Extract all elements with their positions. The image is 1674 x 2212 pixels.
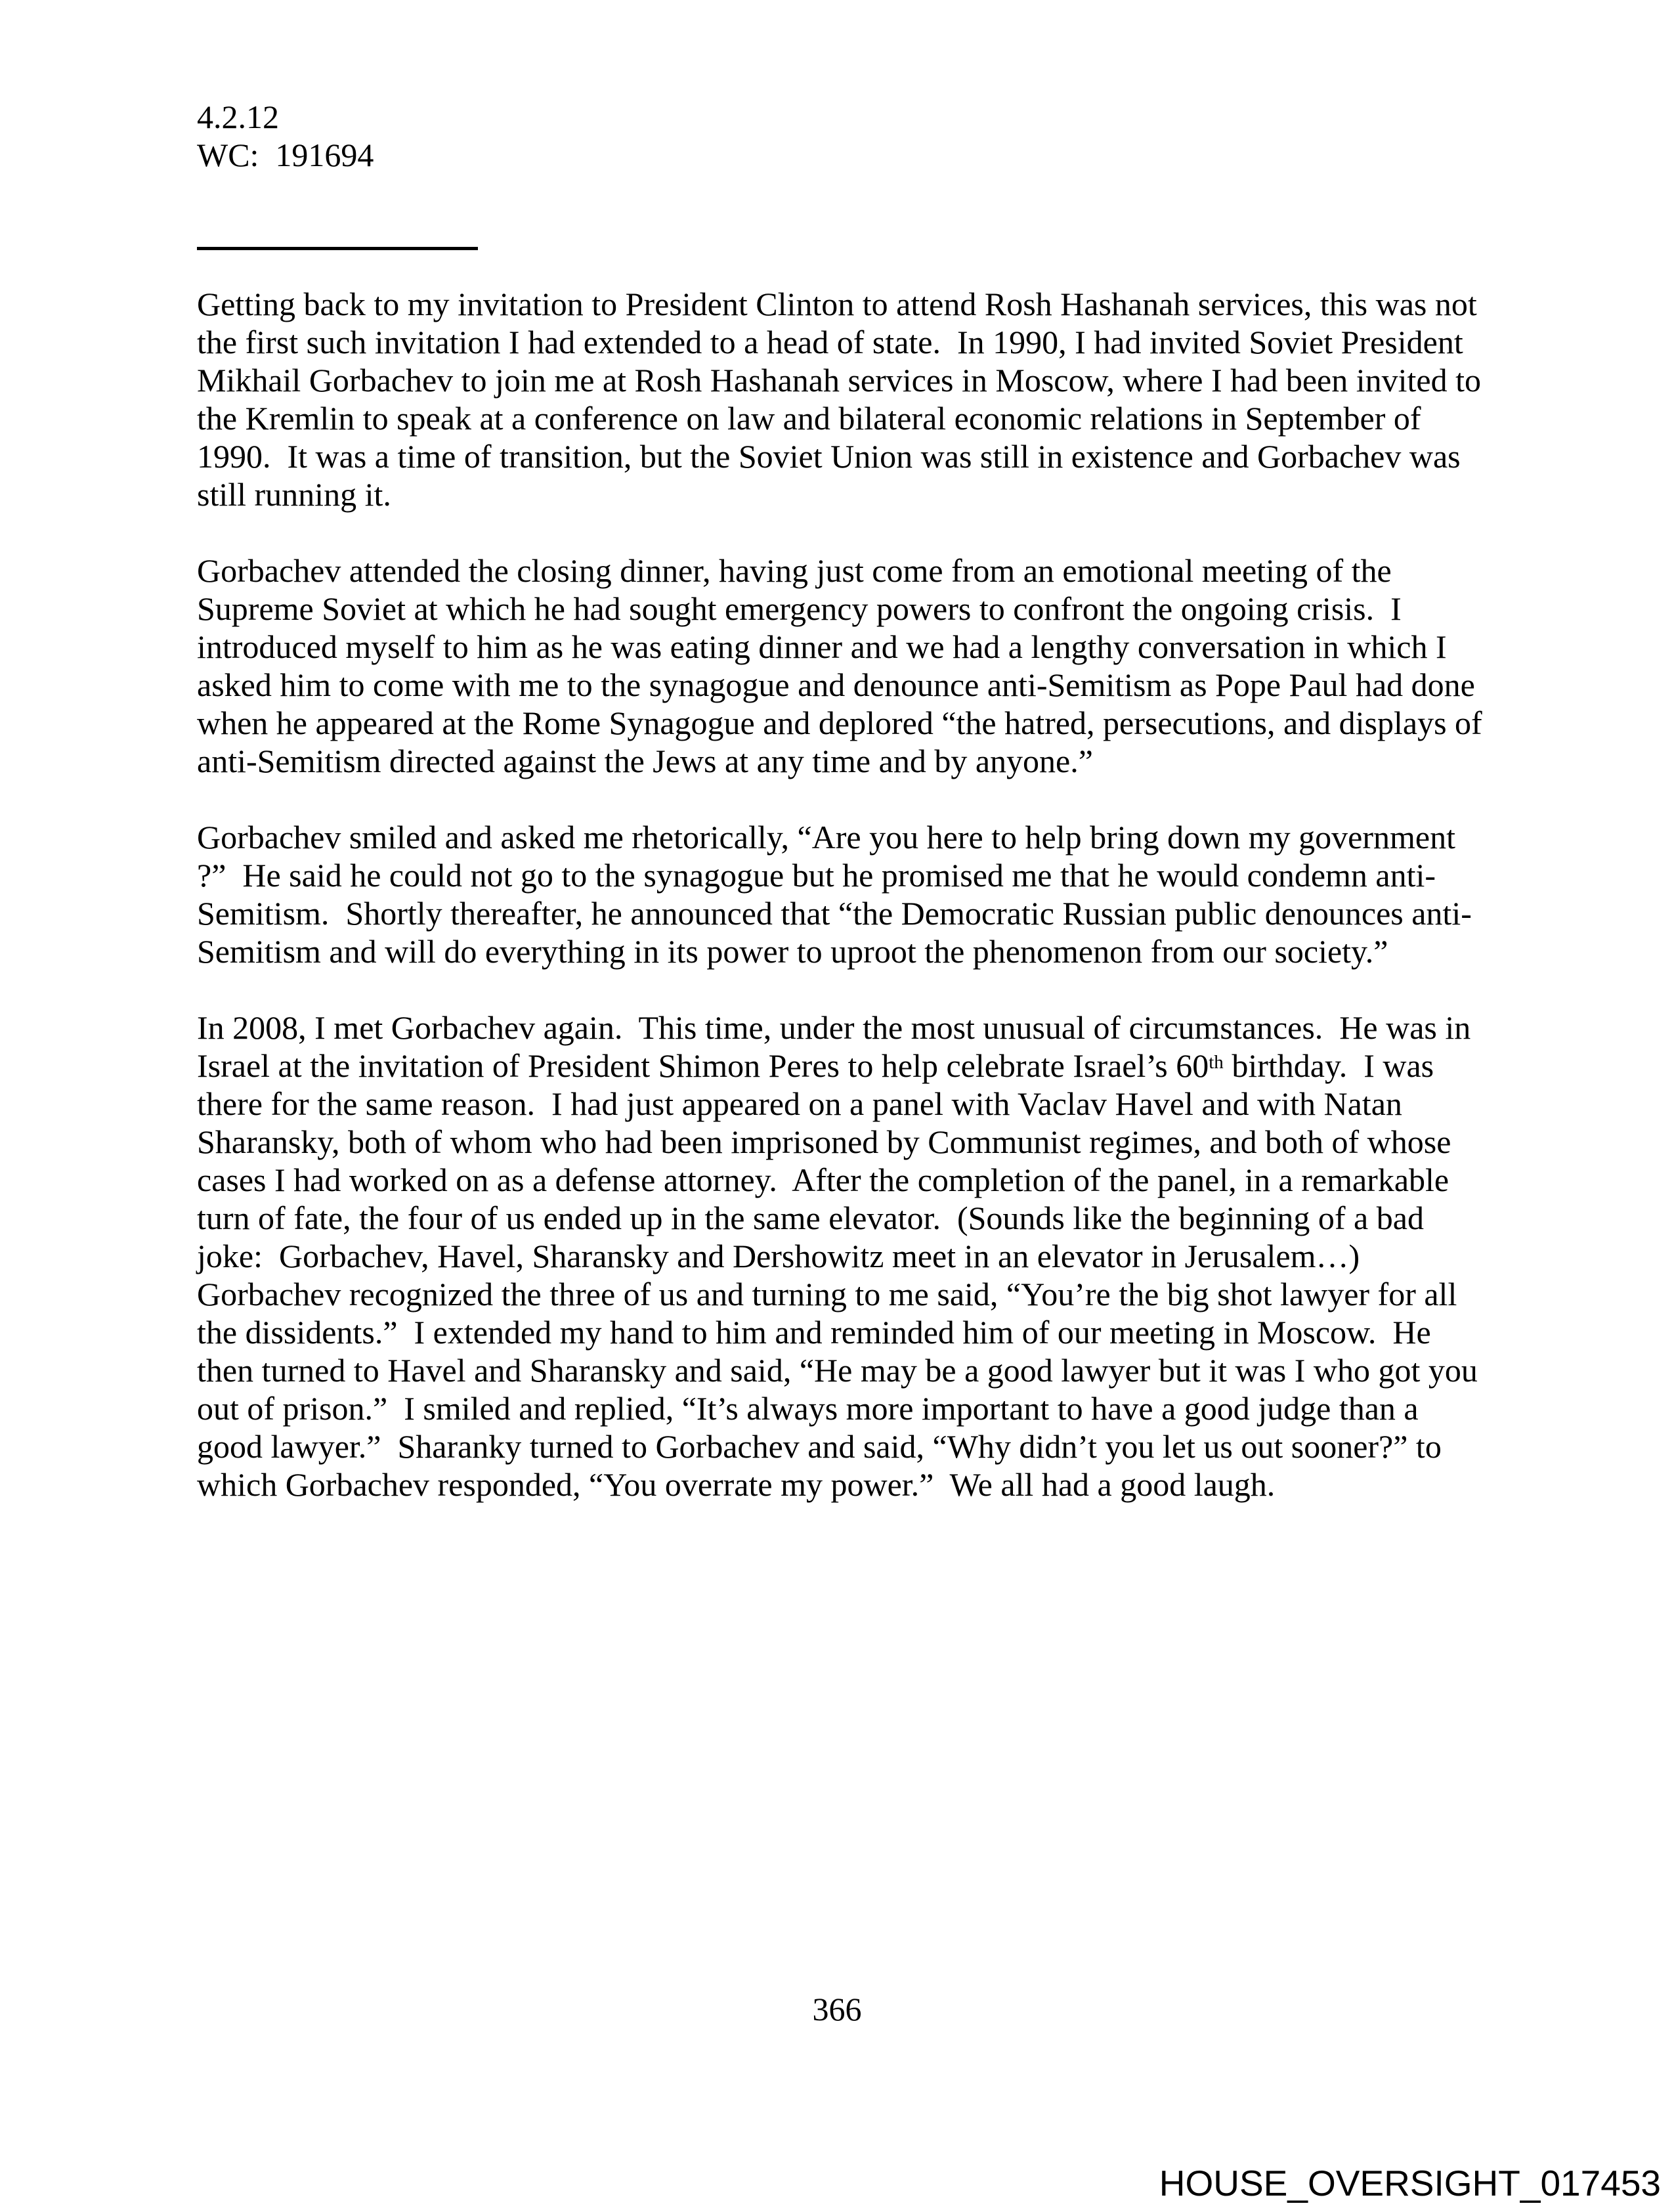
text-line: still running it. <box>197 476 391 513</box>
text-line: good lawyer.” Sharanky turned to Gorbachev and said, “Why didn’t you let us out sooner?” to <box>197 1428 1442 1465</box>
text-line: Sharansky, both of whom who had been imprisoned by Communist regimes, and both of whose <box>197 1123 1451 1160</box>
page-number: 366 <box>812 1991 862 2028</box>
text-line: which Gorbachev responded, “You overrate my power.” We all had a good laugh. <box>197 1466 1276 1503</box>
document-body <box>197 285 1482 1542</box>
paragraph <box>197 552 1482 780</box>
text-line: cases I had worked on as a defense attorney. After the completion of the panel, in a remarkable <box>197 1161 1449 1198</box>
text-line: Gorbachev attended the closing dinner, having just come from an emotional meeting of the <box>197 552 1392 589</box>
text-line: the first such invitation I had extended to a head of state. In 1990, I had invited Soviet President <box>197 324 1463 360</box>
bates-stamp: HOUSE_OVERSIGHT_017453 <box>1159 2163 1661 2203</box>
text-line: Getting back to my invitation to President Clinton to attend Rosh Hashanah services, this was not <box>197 286 1477 322</box>
text-line: 1990. It was a time of transition, but the Soviet Union was still in existence and Gorbachev was <box>197 438 1461 475</box>
document-header <box>197 98 374 174</box>
text-line: the Kremlin to speak at a conference on law and bilateral economic relations in September of <box>197 400 1421 437</box>
text-line: Semitism. Shortly thereafter, he announced that “the Democratic Russian public denounces anti- <box>197 895 1472 932</box>
text-line: Israel at the invitation of President Shimon Peres to help celebrate Israel’s 60th birthday. I was <box>197 1047 1434 1084</box>
text-line: out of prison.” I smiled and replied, “It’s always more important to have a good judge than a <box>197 1390 1419 1427</box>
header-word-count: WC: 191694 <box>197 137 374 173</box>
paragraph <box>197 818 1477 970</box>
text-line: introduced myself to him as he was eating dinner and we had a lengthy conversation in which I <box>197 628 1447 665</box>
text-line: turn of fate, the four of us ended up in the same elevator. (Sounds like the beginning of a bad <box>197 1200 1424 1236</box>
text-line: the dissidents.” I extended my hand to him and reminded him of our meeting in Moscow. He <box>197 1314 1431 1351</box>
text-line: In 2008, I met Gorbachev again. This time, under the most unusual of circumstances. He was in <box>197 1009 1471 1046</box>
text-line: then turned to Havel and Sharansky and said, “He may be a good lawyer but it was I who got you <box>197 1352 1478 1389</box>
divider-line <box>197 247 478 250</box>
text-line: Mikhail Gorbachev to join me at Rosh Hashanah services in Moscow, where I had been invited to <box>197 362 1481 399</box>
text-line: when he appeared at the Rome Synagogue and deplored “the hatred, persecutions, and displays of <box>197 705 1482 741</box>
text-line: ?” He said he could not go to the synagogue but he promised me that he would condemn anti- <box>197 857 1436 894</box>
paragraph <box>197 285 1481 513</box>
paragraph <box>197 1008 1477 1504</box>
header-date: 4.2.12 <box>197 98 279 135</box>
text-line: asked him to come with me to the synagogue and denounce anti-Semitism as Pope Paul had done <box>197 666 1475 703</box>
text-line: Supreme Soviet at which he had sought emergency powers to confront the ongoing crisis. I <box>197 590 1402 627</box>
text-line: joke: Gorbachev, Havel, Sharansky and Dershowitz meet in an elevator in Jerusalem…) <box>197 1238 1360 1274</box>
text-line: Semitism and will do everything in its power to uproot the phenomenon from our society.” <box>197 933 1388 970</box>
text-line: Gorbachev smiled and asked me rhetorically, “Are you here to help bring down my government <box>197 819 1455 856</box>
text-line: Gorbachev recognized the three of us and turning to me said, “You’re the big shot lawyer for all <box>197 1276 1457 1312</box>
text-line: anti-Semitism directed against the Jews at any time and by anyone.” <box>197 743 1093 779</box>
text-line: there for the same reason. I had just appeared on a panel with Vaclav Havel and with Natan <box>197 1085 1402 1122</box>
